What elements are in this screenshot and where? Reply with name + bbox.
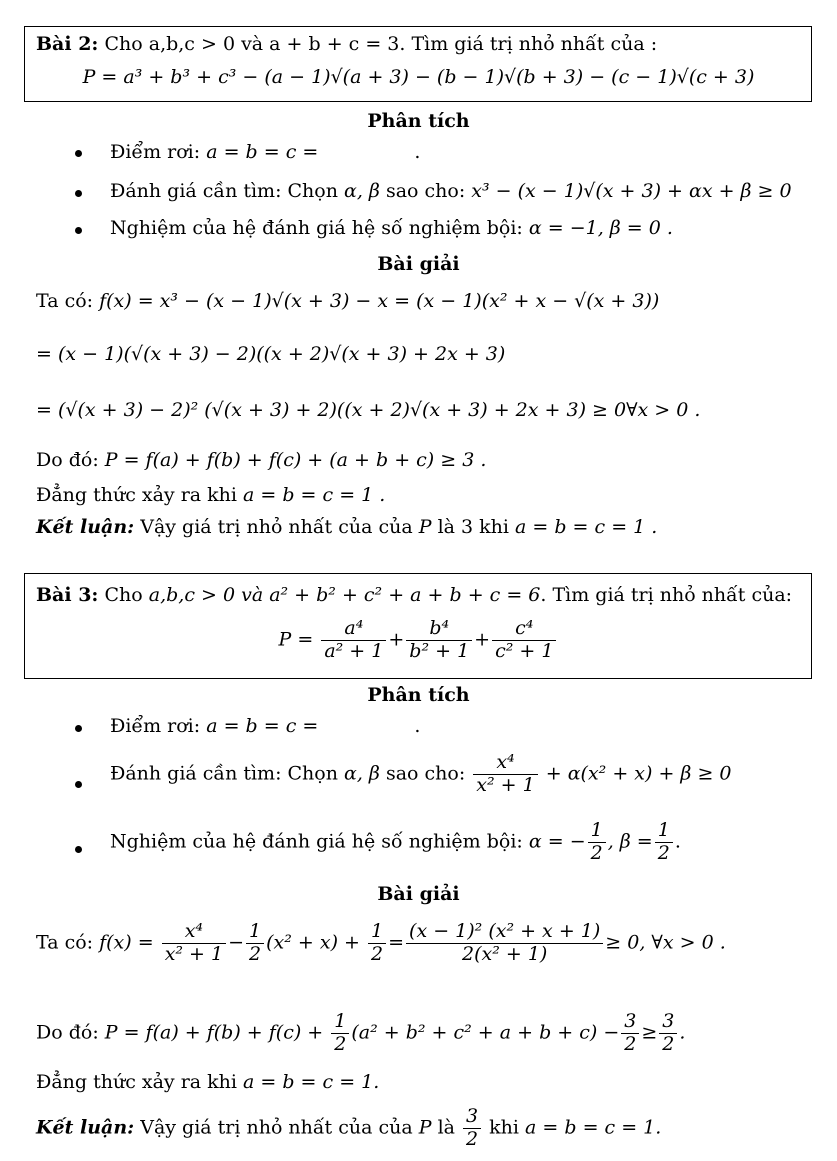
fraction-numerator: 1 xyxy=(368,921,386,944)
bullet-math: α = − xyxy=(528,830,586,853)
bullet-end: . xyxy=(674,830,681,853)
conclusion-text: là xyxy=(437,1116,455,1139)
fraction-numerator: 3 xyxy=(463,1106,481,1129)
line-math: = xyxy=(388,931,405,954)
line-math: P = f(a) + f(b) + f(c) + xyxy=(104,1021,324,1044)
conclusion-math: a = b = c = 1. xyxy=(525,1116,662,1139)
conclusion-text: khi xyxy=(489,1116,519,1139)
bullet-end: . xyxy=(414,715,421,737)
fraction-numerator: 1 xyxy=(655,820,673,843)
bullet-marker xyxy=(75,781,82,788)
bullet-math: , β = xyxy=(607,830,653,853)
conclusion-text: là 3 khi xyxy=(437,516,509,538)
line-math: − xyxy=(228,931,245,954)
solution-2-heading: Bài giải xyxy=(377,253,460,275)
fraction-numerator: a⁴ xyxy=(321,618,386,641)
fraction-denominator: 2 xyxy=(249,942,262,965)
bullet-label: Đánh giá cần tìm: Chọn xyxy=(110,762,338,785)
bullet-label: Đánh giá cần tìm: Chọn xyxy=(110,180,338,202)
fraction-numerator: c⁴ xyxy=(492,618,556,641)
bullet-marker xyxy=(75,150,82,157)
plus-sign: + xyxy=(388,628,405,651)
fraction-denominator: 2 xyxy=(624,1032,637,1055)
fraction-denominator: 2 xyxy=(466,1127,479,1150)
line-label: Đẳng thức xảy ra khi xyxy=(36,484,237,506)
fraction-numerator: 3 xyxy=(621,1011,639,1034)
fraction xyxy=(331,1011,349,1056)
line-math: ≥ 0, ∀x > 0 . xyxy=(605,931,726,954)
bullet-mid: sao cho: xyxy=(385,180,466,202)
bullet-marker xyxy=(75,846,82,853)
line-math: a = b = c = 1 . xyxy=(243,484,386,506)
problem-2-statement: Cho a,b,c > 0 và a + b + c = 3. Tìm giá trị nhỏ nhất của : xyxy=(104,33,658,55)
plus-sign: + xyxy=(474,628,491,651)
problem-3-formula xyxy=(0,618,837,663)
bullet-math: α, β xyxy=(344,180,380,202)
line-label: Do đó: xyxy=(36,449,99,471)
analysis-2-bullet-2 xyxy=(110,180,792,203)
fraction-denominator: 2(x² + 1) xyxy=(461,942,548,965)
bullet-marker xyxy=(75,725,82,732)
fraction-numerator: x⁴ xyxy=(473,752,537,775)
conclusion-math: P xyxy=(418,1116,432,1139)
conclusion-label: Kết luận: xyxy=(36,516,135,538)
fraction xyxy=(321,618,386,663)
bullet-marker xyxy=(75,190,82,197)
analysis-2-heading: Phân tích xyxy=(367,110,470,132)
fraction xyxy=(406,921,603,966)
bullet-math: a = b = c = xyxy=(206,141,319,163)
bullet-math: + α(x² + x) + β ≥ 0 xyxy=(545,762,732,785)
fraction-numerator: 1 xyxy=(588,820,606,843)
line-math: (x² + x) + xyxy=(266,931,360,954)
bullet-label: Nghiệm của hệ đánh giá hệ số nghiệm bội: xyxy=(110,830,523,853)
bullet-label: Điểm rơi: xyxy=(110,715,201,737)
problem-3-title: Bài 3: xyxy=(36,584,99,606)
analysis-2-bullet-3 xyxy=(110,217,673,240)
conclusion-text: Vậy giá trị nhỏ nhất của của xyxy=(140,1116,413,1139)
fraction-denominator: 2 xyxy=(371,942,384,965)
problem-2-statement-line xyxy=(36,33,657,56)
solution-3-conclusion xyxy=(36,1106,661,1151)
solution-2-line-4 xyxy=(36,449,486,472)
fraction-numerator: 1 xyxy=(246,921,264,944)
problem-2-title: Bài 2: xyxy=(36,33,99,55)
fraction-numerator: 3 xyxy=(659,1011,677,1034)
solution-3-line-3 xyxy=(36,1071,379,1094)
analysis-3-bullet-1 xyxy=(110,715,420,738)
analysis-3-bullet-3 xyxy=(110,820,681,865)
line-math: . xyxy=(679,1021,686,1044)
line-math: f(x) = xyxy=(99,931,154,954)
problem-2-formula-text: P = a³ + b³ + c³ − (a − 1)√(a + 3) − (b − 1)√(b + 3) − (c − 1)√(c + 3) xyxy=(82,66,755,88)
p-label: P = xyxy=(278,628,314,651)
fraction-numerator: (x − 1)² (x² + x + 1) xyxy=(406,921,603,944)
fraction xyxy=(621,1011,639,1056)
analysis-2-bullet-1 xyxy=(110,141,420,164)
bullet-math: α, β xyxy=(344,762,380,785)
conclusion-math: P xyxy=(418,516,432,538)
fraction-denominator: 2 xyxy=(590,841,603,864)
line-label: Ta có: xyxy=(36,290,94,312)
line-math: = (x − 1)(√(x + 3) − 2)((x + 2)√(x + 3) + 2x + 3) xyxy=(36,343,506,365)
solution-3-line-1 xyxy=(36,921,726,966)
bullet-label: Nghiệm của hệ đánh giá hệ số nghiệm bội: xyxy=(110,217,523,239)
line-label: Ta có: xyxy=(36,931,94,954)
bullet-label: Điểm rơi: xyxy=(110,141,201,163)
solution-2-conclusion xyxy=(36,516,657,539)
conclusion-label: Kết luận: xyxy=(36,1116,135,1139)
fraction xyxy=(588,820,606,865)
fraction-denominator: c² + 1 xyxy=(495,639,554,662)
fraction-denominator: 2 xyxy=(334,1032,347,1055)
solution-2-line-5 xyxy=(36,484,385,507)
line-math: ≥ xyxy=(641,1021,658,1044)
fraction-denominator: 2 xyxy=(662,1032,675,1055)
fraction-denominator: a² + 1 xyxy=(324,639,384,662)
line-label: Đẳng thức xảy ra khi xyxy=(36,1071,237,1093)
fraction xyxy=(492,618,556,663)
problem-3-statement-math: a,b,c > 0 và a² + b² + c² + a + b + c = 6 xyxy=(148,584,541,606)
fraction-denominator: x² + 1 xyxy=(164,942,224,965)
fraction xyxy=(246,921,264,966)
bullet-math: x³ − (x − 1)√(x + 3) + αx + β ≥ 0 xyxy=(471,180,792,202)
fraction-numerator: x⁴ xyxy=(162,921,226,944)
fraction xyxy=(406,618,472,663)
solution-2-line-1 xyxy=(36,290,659,313)
solution-2-line-2 xyxy=(36,343,505,366)
problem-2-formula xyxy=(0,66,837,89)
bullet-end: . xyxy=(414,141,421,163)
problem-3-statement: Cho xyxy=(104,584,143,606)
fraction-denominator: b² + 1 xyxy=(409,639,470,662)
analysis-3-bullet-2 xyxy=(110,752,732,797)
bullet-marker xyxy=(75,227,82,234)
fraction xyxy=(655,820,673,865)
line-math: f(x) = x³ − (x − 1)√(x + 3) − x = (x − 1)(x² + x − √(x + 3)) xyxy=(99,290,660,312)
fraction xyxy=(463,1106,481,1151)
solution-3-line-2 xyxy=(36,1011,685,1056)
line-math: a = b = c = 1. xyxy=(243,1071,380,1093)
solution-3-heading: Bài giải xyxy=(377,883,460,905)
conclusion-math: a = b = c = 1 . xyxy=(515,516,658,538)
fraction xyxy=(368,921,386,966)
bullet-math: a = b = c = xyxy=(206,715,319,737)
bullet-mid: sao cho: xyxy=(385,762,466,785)
line-label: Do đó: xyxy=(36,1021,99,1044)
fraction-numerator: 1 xyxy=(331,1011,349,1034)
line-math: (a² + b² + c² + a + b + c) − xyxy=(351,1021,620,1044)
fraction-numerator: b⁴ xyxy=(406,618,472,641)
problem-3-statement: . Tìm giá trị nhỏ nhất của: xyxy=(540,584,793,606)
line-math: P = f(a) + f(b) + f(c) + (a + b + c) ≥ 3 . xyxy=(104,449,487,471)
line-math: = (√(x + 3) − 2)² (√(x + 3) + 2)((x + 2)√(x + 3) + 2x + 3) ≥ 0∀x > 0 . xyxy=(36,399,701,421)
bullet-math: α = −1, β = 0 . xyxy=(528,217,673,239)
fraction xyxy=(162,921,226,966)
conclusion-text: Vậy giá trị nhỏ nhất của của xyxy=(140,516,413,538)
fraction xyxy=(659,1011,677,1056)
fraction-denominator: x² + 1 xyxy=(476,773,535,796)
analysis-3-heading: Phân tích xyxy=(367,684,470,706)
fraction-denominator: 2 xyxy=(657,841,670,864)
solution-2-line-3 xyxy=(36,399,700,422)
problem-3-statement-line xyxy=(36,584,792,607)
fraction xyxy=(473,752,537,797)
